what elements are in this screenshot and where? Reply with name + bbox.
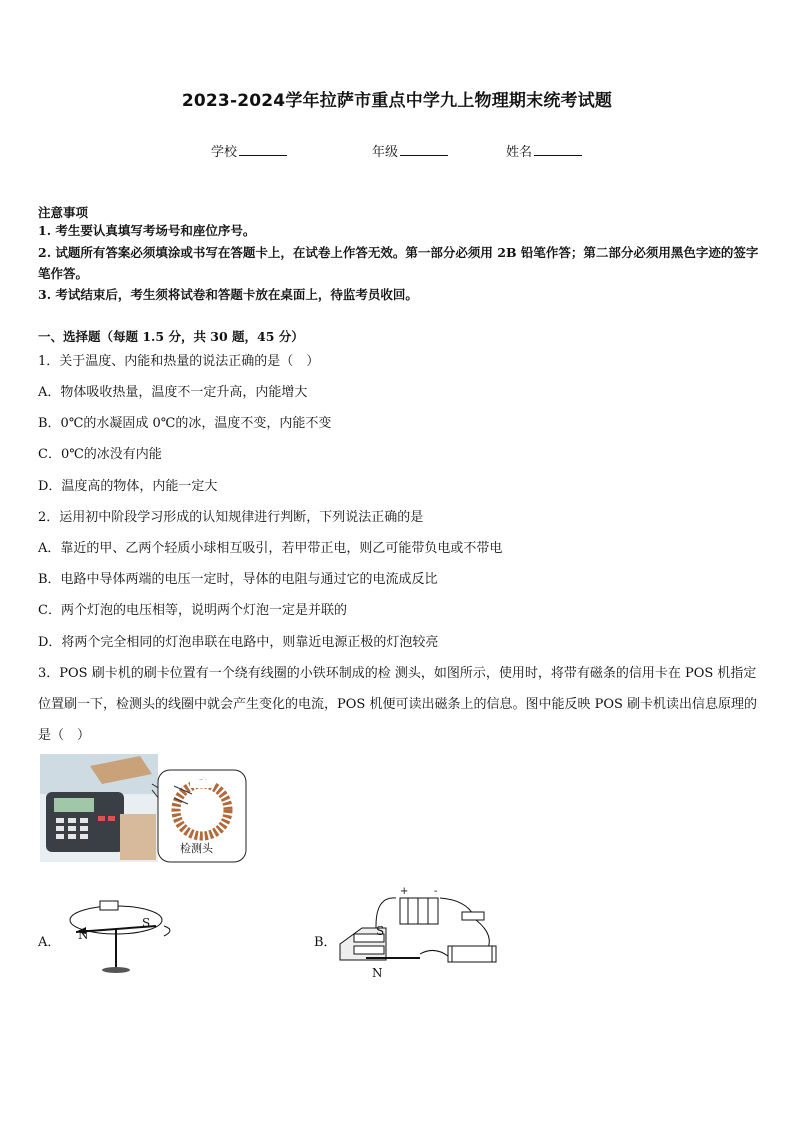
question-stem: 3．POS 刷卡机的刷卡位置有一个绕有线圈的小铁环制成的检 测头，如图所示，使用时，将带有磁条的信用卡在 POS 机指定位置刷一下，检测头的线圈中就会产生变化的电流，POS 机便可读出磁条上的信息。图中能反映 POS 刷卡机读出信息原理的是（ ）: [38, 666, 758, 743]
figure-caption: 检测头: [180, 842, 213, 855]
notes-heading: 注意事项: [38, 205, 89, 220]
positive-terminal-label: +: [400, 886, 409, 897]
name-label: 姓名: [506, 145, 533, 160]
option-text: D．将两个完全相同的灯泡串联在电路中，则靠近电源正极的灯泡较亮: [38, 635, 439, 650]
option-text: D．温度高的物体，内能一定大: [38, 479, 218, 494]
option-text: C．两个灯泡的电压相等，说明两个灯泡一定是并联的: [38, 603, 347, 618]
south-pole-label: S: [376, 924, 385, 938]
option-text: A．物体吸收热量，温度不一定升高，内能增大: [38, 385, 308, 400]
school-field: [211, 141, 287, 160]
name-blank: [534, 143, 582, 156]
note-item: 3. 考试结束后，考生须将试卷和答题卡放在桌面上，待监考员收回。: [38, 287, 418, 302]
option-b-figure: [336, 886, 502, 980]
name-field: [506, 141, 582, 160]
option-text: C．0℃的冰没有内能: [38, 447, 162, 462]
pos-machine-illustration: [40, 754, 248, 864]
option-a-label: A．: [38, 935, 61, 950]
north-pole-label: N: [372, 966, 383, 980]
school-blank: [239, 143, 287, 156]
circuit-magnet-diagram: [336, 886, 502, 980]
note-item: 2. 试题所有答案必须填涂或书写在答题卡上，在试卷上作答无效。第一部分必须用 2B 铅笔作答；第二部分必须用黑色字迹的签字笔作答。: [38, 245, 759, 281]
question-stem: 1．关于温度、内能和热量的说法正确的是（ ）: [38, 354, 320, 369]
question-stem: 2．运用初中阶段学习形成的认知规律进行判断，下列说法正确的是: [38, 510, 424, 525]
grade-field: [372, 141, 448, 160]
school-label: 学校: [211, 145, 238, 160]
option-text: B．电路中导体两端的电压一定时，导体的电阻与通过它的电流成反比: [38, 572, 438, 587]
grade-blank: [400, 143, 448, 156]
grade-label: 年级: [372, 145, 399, 160]
north-pole-label: N: [78, 928, 89, 942]
note-item: 1. 考生要认真填写考场号和座位序号。: [38, 223, 256, 238]
negative-terminal-label: -: [434, 886, 438, 897]
option-a-figure: [64, 896, 180, 976]
option-text: B．0℃的水凝固成 0℃的冰，温度不变，内能不变: [38, 416, 332, 431]
south-pole-label: S: [142, 916, 151, 930]
page-title: 2023-2024学年拉萨市重点中学九上物理期末统考试题: [181, 91, 613, 111]
section-heading: 一、选择题（每题 1.5 分，共 30 题，45 分）: [38, 329, 304, 344]
option-text: A．靠近的甲、乙两个轻质小球相互吸引，若甲带正电，则乙可能带负电或不带电: [38, 541, 503, 556]
option-b-label: B．: [314, 935, 337, 950]
pos-figure: [40, 754, 248, 864]
